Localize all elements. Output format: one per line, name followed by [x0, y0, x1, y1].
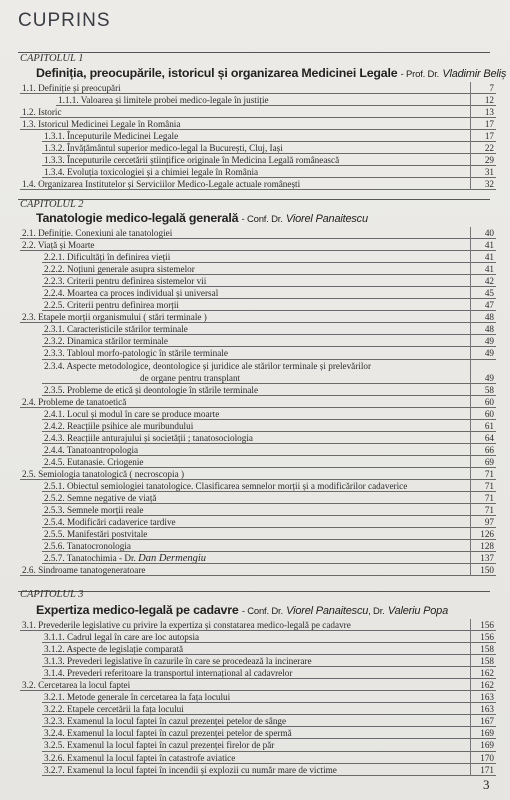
toc-entry-text: 1.3.4. Evoluția toxicologiei și a chimiei legale în România	[44, 167, 259, 178]
toc-entry	[0, 408, 510, 420]
toc-entry	[0, 118, 510, 130]
page-number: 3	[483, 777, 490, 792]
toc-entry-text: 1.2. Istoric	[22, 107, 62, 118]
toc-entry-page: 13	[484, 107, 494, 118]
toc-entry-text-continued: de organe pentru transplant	[140, 372, 241, 383]
toc-entry-text: 2.4.1. Locul și modul în care se produce moarte	[44, 408, 220, 419]
toc-entry	[0, 619, 510, 631]
toc-entry	[0, 178, 510, 190]
toc-entry-page: 163	[480, 692, 494, 703]
toc-entry	[0, 94, 510, 106]
toc-entry	[0, 564, 510, 576]
toc-entry-page: 128	[480, 541, 494, 552]
toc-entry	[0, 323, 510, 335]
toc-entry-text: 2.4.3. Reacțiile anturajului și societății ; tanatosociologia	[44, 432, 253, 443]
toc-entry	[0, 82, 510, 94]
toc-entry	[0, 360, 510, 384]
toc-entry-page: 137	[480, 553, 494, 564]
page-title: CUPRINS	[18, 10, 111, 31]
toc-entry-text: 2.5.1. Obiectul semiologiei tanatologice. Clasificarea semnelor morții și a modificărilor cadaverice	[44, 480, 408, 491]
toc-entry	[0, 251, 510, 263]
toc-entry-page: 41	[484, 264, 494, 275]
toc-entry	[0, 311, 510, 323]
toc-entry	[0, 739, 510, 751]
toc-entry-text: 1.4. Organizarea Institutelor și Serviciilor Medico-Legale actuale românești	[22, 179, 301, 190]
chapter-title-text: Tanatologie medico-legală generală	[36, 211, 239, 225]
toc-entry	[0, 154, 510, 166]
chapter-author: Viorel Panaitescu	[286, 605, 369, 617]
toc-entry	[0, 384, 510, 396]
toc-entry-text: 2.2.5. Criterii pentru definirea morții	[44, 300, 179, 311]
chapter-entries	[0, 227, 510, 576]
toc-entry	[0, 106, 510, 118]
toc-entry	[0, 715, 510, 727]
toc-entry-text: 2.4. Probleme de tanatoetică	[22, 396, 127, 407]
toc-entry	[0, 396, 510, 408]
toc-entry-text: 2.2.4. Moartea ca proces individual și universal	[44, 288, 219, 299]
toc-entry-page: 41	[484, 252, 494, 263]
toc-entry-page: 167	[480, 716, 494, 727]
chapter-title	[36, 603, 496, 617]
toc-entry	[0, 263, 510, 275]
chapter-divider	[18, 591, 490, 592]
chapter-entries	[0, 82, 510, 190]
toc-entry	[0, 227, 510, 239]
toc-entry-page: 162	[480, 680, 494, 691]
toc-entry-page: 49	[484, 336, 494, 347]
toc-entry-text: 1.3. Istoricul Medicinei Legale în România	[22, 119, 181, 130]
toc-entry-page: 45	[484, 288, 494, 299]
toc-entry-page: 60	[484, 396, 494, 407]
toc-entry-page: 48	[484, 312, 494, 323]
toc-entry-text: 3.1.1. Cadrul legal în care are loc autopsia	[44, 632, 200, 643]
toc-entry-text: 2.2.2. Noțiuni generale asupra sistemelor	[44, 264, 195, 275]
toc-entry	[0, 667, 510, 679]
toc-entry-page: 7	[489, 83, 494, 93]
toc-entry-page: 169	[480, 740, 494, 751]
chapter-label: CAPITOLUL 1	[20, 53, 84, 64]
toc-entry-page: 169	[480, 728, 494, 739]
toc-entry-page: 126	[480, 529, 494, 540]
chapter-divider	[18, 199, 490, 200]
toc-entry-page: 71	[484, 504, 494, 515]
chapter-title	[36, 66, 507, 80]
toc-entry-text: 3.2.5. Examenul la locul faptei în cazul prezenței firelor de păr	[44, 740, 275, 751]
toc-entry-page: 49	[484, 348, 494, 359]
toc-entry-title	[44, 360, 371, 384]
toc-entry-page: 156	[480, 620, 494, 630]
toc-entry-page: 64	[484, 432, 494, 443]
toc-entry-page: 58	[484, 384, 494, 395]
toc-entry	[0, 691, 510, 703]
toc-entry-page: 60	[484, 408, 494, 419]
toc-entry-text: 1.1. Definiție și preocupări	[22, 83, 121, 93]
toc-entry	[0, 655, 510, 667]
toc-entry	[0, 287, 510, 299]
toc-entry	[0, 239, 510, 251]
toc-entry-text: 2.5. Semiologia tanatologică ( necroscopia )	[22, 468, 185, 479]
toc-entry	[0, 347, 510, 359]
chapter-author: Viorel Panaitescu	[285, 213, 368, 225]
toc-entry	[0, 456, 510, 468]
chapter-title-text: Definiția, preocupările, istoricul și organizarea Medicinei Legale	[36, 66, 398, 80]
toc-entry-page: 32	[484, 179, 494, 190]
toc-entry-text: 2.3. Etapele morții organismului ( stări terminale )	[22, 312, 207, 323]
toc-entry-page: 49	[484, 372, 494, 383]
toc-entry-page: 158	[480, 656, 494, 667]
toc-entry-text: 3.1.4. Prevederi referitoare la transportul internațional al cadavrelor	[44, 668, 293, 679]
toc-entry-page: 170	[480, 752, 494, 763]
chapter-author-prefix: - Conf. Dr.	[241, 606, 283, 617]
toc-entry	[0, 335, 510, 347]
toc-entry-text: 2.5.2. Semne negative de viață	[44, 492, 157, 503]
toc-entry-text: 1.3.1. Începuturile Medicinei Legale	[44, 131, 179, 142]
toc-entry-text: 2.5.3. Semnele morții reale	[44, 504, 144, 515]
toc-entry-text: 3.2. Cercetarea la locul faptei	[22, 680, 131, 691]
toc-entry-page: 156	[480, 632, 494, 643]
toc-entry-page: 71	[484, 468, 494, 479]
toc-entry-page: 41	[484, 240, 494, 251]
toc-entry	[0, 432, 510, 444]
toc-entry-text: 1.3.3. Începuturile cercetării științifice originale în Medicina Legală românească	[44, 155, 340, 166]
toc-entry	[0, 166, 510, 178]
toc-entry	[0, 679, 510, 691]
toc-entry-underline	[20, 575, 496, 576]
chapter-title-text: Expertiza medico-legală pe cadavre	[36, 603, 239, 617]
toc-entry	[0, 752, 510, 764]
toc-entry-page: 171	[480, 764, 494, 775]
toc-entry	[0, 727, 510, 739]
chapter-author-prefix: - Prof. Dr.	[400, 69, 440, 80]
toc-entry-page: 48	[484, 324, 494, 335]
toc-entry	[0, 643, 510, 655]
toc-entry-page: 97	[484, 517, 494, 528]
toc-entry-text: 3.1.3. Prevederi legislative în cazurile în care se procedează la incinerare	[44, 656, 312, 667]
toc-entry	[0, 142, 510, 154]
toc-entry-text: 2.2. Viață și Moarte	[22, 240, 95, 251]
toc-entry	[0, 468, 510, 480]
toc-entry-page: 17	[484, 131, 494, 142]
toc-entry-text: 3.2.3. Examenul la locul faptei în cazul prezenței petelor de sânge	[44, 716, 287, 727]
toc-entry	[0, 516, 510, 528]
toc-entry-page: 66	[484, 444, 494, 455]
toc-entry-text: 3.1.2. Aspecte de legislație comparată	[44, 644, 184, 655]
toc-entry-text: 3.2.6. Examenul la locul faptei în catastrofe aviatice	[44, 752, 236, 763]
toc-entry-text: 2.3.1. Caracteristicile stărilor terminale	[44, 324, 188, 335]
toc-entry	[0, 703, 510, 715]
toc-entry-page: 163	[480, 704, 494, 715]
toc-entry-author: Dan Dermengiu	[138, 553, 207, 565]
toc-entry-text: 2.4.5. Eutanasie. Criogenie	[44, 456, 144, 467]
chapter-author: Valeriu Popa	[387, 605, 449, 617]
toc-entry-text: 2.5.6. Tanatocronologia	[44, 541, 131, 552]
toc-entry	[0, 540, 510, 552]
toc-entry-text: 3.2.1. Metode generale în cercetarea la fața locului	[44, 692, 231, 703]
toc-entry-page: 31	[484, 167, 494, 178]
toc-entry	[0, 528, 510, 540]
toc-entry-text: 1.3.2. Învățământul superior medico-legal la București, Cluj, Iași	[44, 143, 283, 154]
toc-entry-text: 2.4.4. Tanatoantropologia	[44, 444, 139, 455]
toc-entry-page: 71	[484, 480, 494, 491]
toc-entry-page: 150	[480, 565, 494, 576]
toc-entry-text: 2.3.5. Probleme de etică și deontologie în stările terminale	[44, 384, 259, 395]
toc-entry-text: 1.1.1. Valoarea și limitele probei medico-legale în justiție	[58, 95, 269, 106]
toc-entry-text: 2.6. Sindroame tanatogeneratoare	[22, 565, 146, 576]
toc-entry	[0, 631, 510, 643]
toc-entry-page: 61	[484, 420, 494, 431]
toc-entry-page: 17	[484, 119, 494, 130]
toc-entry-text: 2.4.2. Reacțiile psihice ale muribundului	[44, 420, 194, 431]
toc-entry-underline	[20, 189, 496, 190]
chapter-label: CAPITOLUL 3	[20, 589, 84, 600]
toc-entry-text: 2.3.4. Aspecte metodologice, deontologice și juridice ale stărilor terminale și prelevărilor	[44, 360, 372, 371]
toc-entry-text: 2.3.2. Dinamica stărilor terminale	[44, 336, 168, 347]
toc-entry	[0, 480, 510, 492]
chapter-label: CAPITOLUL 2	[20, 199, 84, 210]
toc-entry-text: 3.2.4. Examenul la locul faptei în cazul prezenței petelor de spermă	[44, 728, 292, 739]
toc-entry-text: 2.5.5. Manifestări postvitale	[44, 529, 148, 540]
toc-entry	[0, 275, 510, 287]
toc-entry-text: 2.5.4. Modificări cadaverice tardive	[44, 517, 176, 528]
toc-entry-page: 42	[484, 276, 494, 287]
chapter-title	[36, 211, 496, 225]
chapter-author-prefix: , Dr.	[368, 606, 385, 617]
toc-entry-text: 2.1. Definiție. Conexiuni ale tanatologiei	[22, 228, 173, 238]
toc-entry-page: 40	[484, 228, 494, 238]
chapter-author-prefix: - Conf. Dr.	[241, 214, 283, 225]
toc-entry-text: 2.2.1. Dificultăți în definirea vieții	[44, 252, 171, 263]
chapter-divider	[18, 52, 490, 53]
toc-entry-page: 162	[480, 668, 494, 679]
toc-entry-page: 22	[484, 143, 494, 154]
toc-entry	[0, 299, 510, 311]
toc-entry	[0, 492, 510, 504]
toc-entry-text: 2.5.7. Tanatochimia - Dr.	[44, 553, 136, 564]
toc-entry	[0, 444, 510, 456]
toc-entry-text: 3.1. Prevederile legislative cu privire la expertiza și constatarea medico-legală pe cadavre	[22, 620, 351, 630]
toc-entry-page: 12	[484, 95, 494, 106]
toc-entry	[0, 552, 510, 564]
toc-entry	[0, 764, 510, 776]
toc-entry-underline	[42, 775, 496, 776]
chapter-entries	[0, 619, 510, 776]
toc-entry-page: 71	[484, 492, 494, 503]
toc-entry	[0, 504, 510, 516]
toc-entry-text: 3.2.7. Examenul la locul faptei în incendii și explozii cu număr mare de victime	[44, 764, 337, 775]
toc-entry-page: 47	[484, 300, 494, 311]
toc-entry-text: 2.2.3. Criterii pentru definirea sistemelor vii	[44, 276, 207, 287]
toc-entry	[0, 130, 510, 142]
toc-entry-text: 3.2.2. Etapele cercetării la fața locului	[44, 704, 184, 715]
toc-entry-page: 29	[484, 155, 494, 166]
toc-entry-text: 2.3.3. Tabloul morfo-patologic în stările terminale	[44, 348, 228, 359]
toc-entry-page: 69	[484, 456, 494, 467]
toc-entry	[0, 420, 510, 432]
chapter-author: Vladimir Beliș	[442, 68, 507, 80]
toc-entry-page: 158	[480, 644, 494, 655]
